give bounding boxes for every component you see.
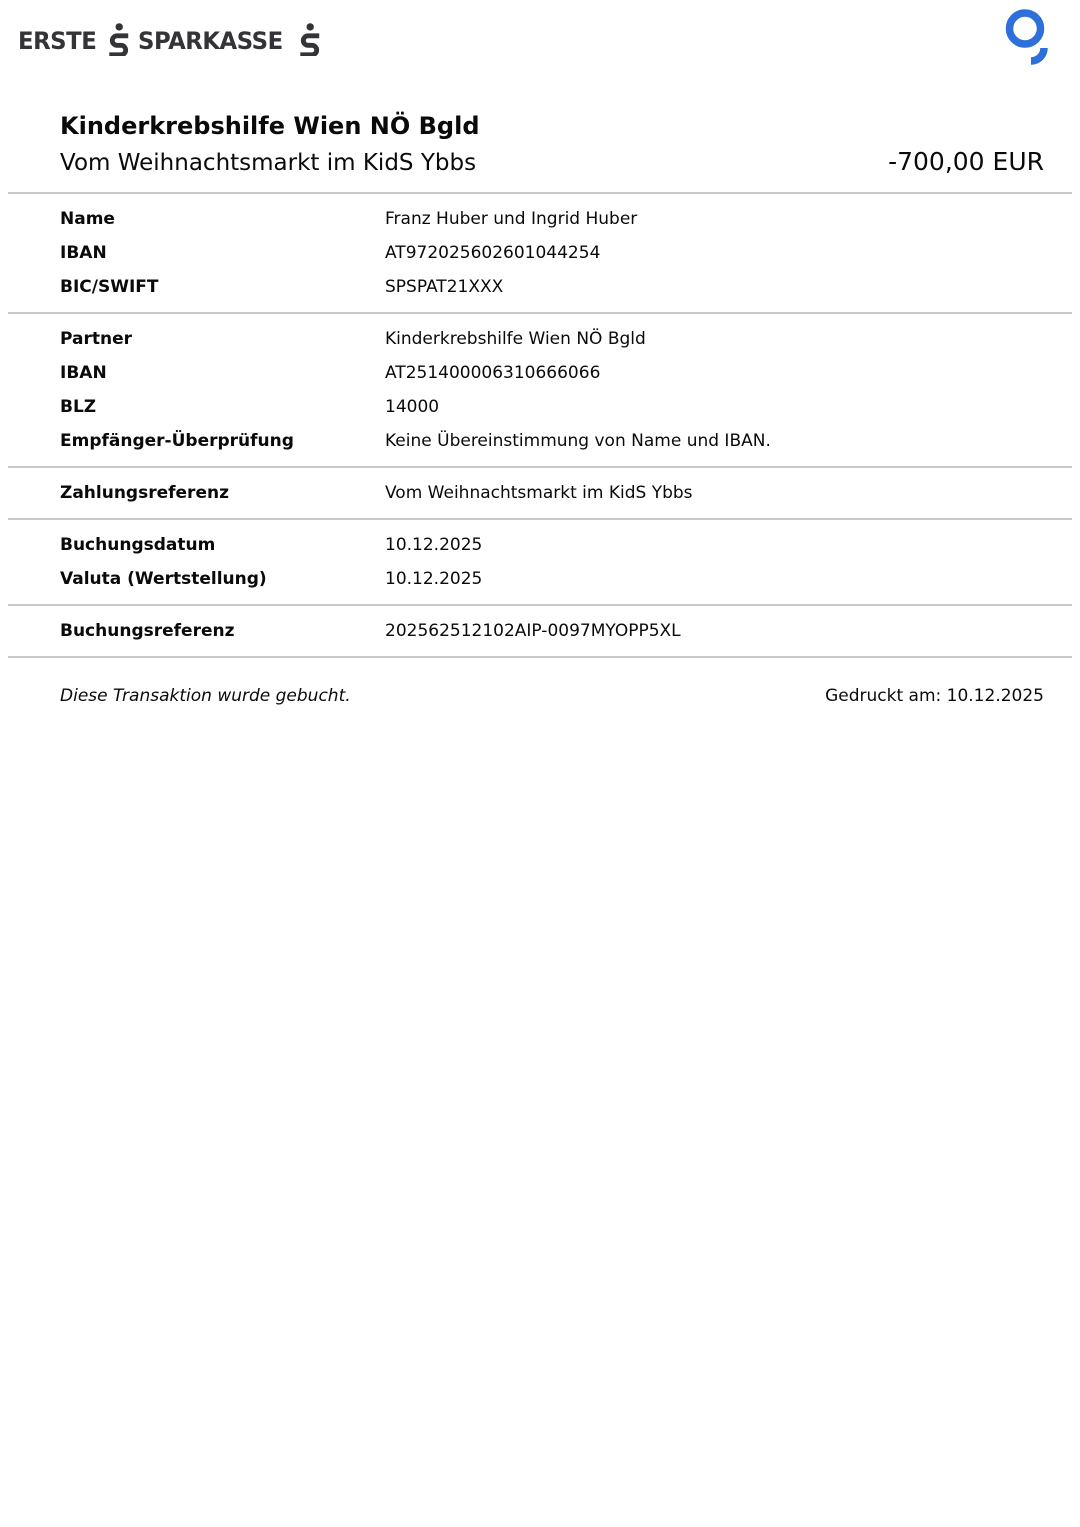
- detail-value: Kinderkrebshilfe Wien NÖ Bgld: [385, 329, 646, 349]
- detail-value: AT972025602601044254: [385, 243, 601, 263]
- detail-label: Buchungsreferenz: [60, 621, 235, 641]
- detail-label: Buchungsdatum: [60, 535, 216, 555]
- detail-label: IBAN: [60, 363, 107, 383]
- erste-sparkasse-logo: [18, 23, 322, 57]
- transaction-subtitle-row: [60, 147, 1044, 177]
- transaction-amount: -700,00 EUR: [888, 147, 1044, 176]
- detail-section: [0, 606, 1080, 656]
- sparkasse-s-icon: [298, 23, 322, 56]
- detail-row: [60, 614, 1044, 648]
- detail-value: Vom Weihnachtsmarkt im KidS Ybbs: [385, 483, 693, 503]
- detail-value: 10.12.2025: [385, 535, 483, 555]
- detail-value: 10.12.2025: [385, 569, 483, 589]
- detail-row: [60, 202, 1044, 236]
- detail-row: [60, 424, 1044, 458]
- page-footer: [60, 686, 1044, 706]
- george-logo-icon: [998, 9, 1050, 75]
- transaction-details: [0, 192, 1080, 658]
- detail-value: 14000: [385, 397, 440, 417]
- detail-value: AT251400006310666066: [385, 363, 601, 383]
- detail-label: Valuta (Wertstellung): [60, 569, 267, 589]
- detail-label: Partner: [60, 329, 133, 349]
- detail-row: [60, 528, 1044, 562]
- brand-text-sparkasse: SPARKASSE: [138, 27, 284, 55]
- detail-label: IBAN: [60, 243, 107, 263]
- detail-row: [60, 476, 1044, 510]
- detail-section: [0, 314, 1080, 466]
- detail-row: [60, 322, 1044, 356]
- sparkasse-s-icon: [107, 23, 131, 56]
- detail-label: Name: [60, 209, 115, 229]
- detail-row: [60, 562, 1044, 596]
- transaction-subtitle: Vom Weihnachtsmarkt im KidS Ybbs: [60, 150, 477, 176]
- detail-section: [0, 468, 1080, 518]
- detail-label: BLZ: [60, 397, 97, 417]
- detail-row: [60, 270, 1044, 304]
- printed-date: Gedruckt am: 10.12.2025: [825, 686, 1044, 706]
- detail-value: Keine Übereinstimmung von Name und IBAN.: [385, 431, 771, 451]
- detail-section: [0, 194, 1080, 312]
- detail-row: [60, 236, 1044, 270]
- transaction-title: Kinderkrebshilfe Wien NÖ Bgld: [60, 112, 480, 140]
- detail-value: SPSPAT21XXX: [385, 277, 504, 297]
- booking-status-note: Diese Transaktion wurde gebucht.: [60, 686, 351, 706]
- detail-label: BIC/SWIFT: [60, 277, 159, 297]
- detail-section: [0, 520, 1080, 604]
- page-header: [0, 0, 1080, 75]
- detail-value: 202562512102AIP-0097MYOPP5XL: [385, 621, 681, 641]
- detail-row: [60, 356, 1044, 390]
- section-divider: [8, 656, 1072, 658]
- detail-value: Franz Huber und Ingrid Huber: [385, 209, 638, 229]
- detail-label: Zahlungsreferenz: [60, 483, 229, 503]
- detail-row: [60, 390, 1044, 424]
- detail-label: Empfänger-Überprüfung: [60, 431, 294, 451]
- brand-text-erste: ERSTE: [18, 27, 97, 55]
